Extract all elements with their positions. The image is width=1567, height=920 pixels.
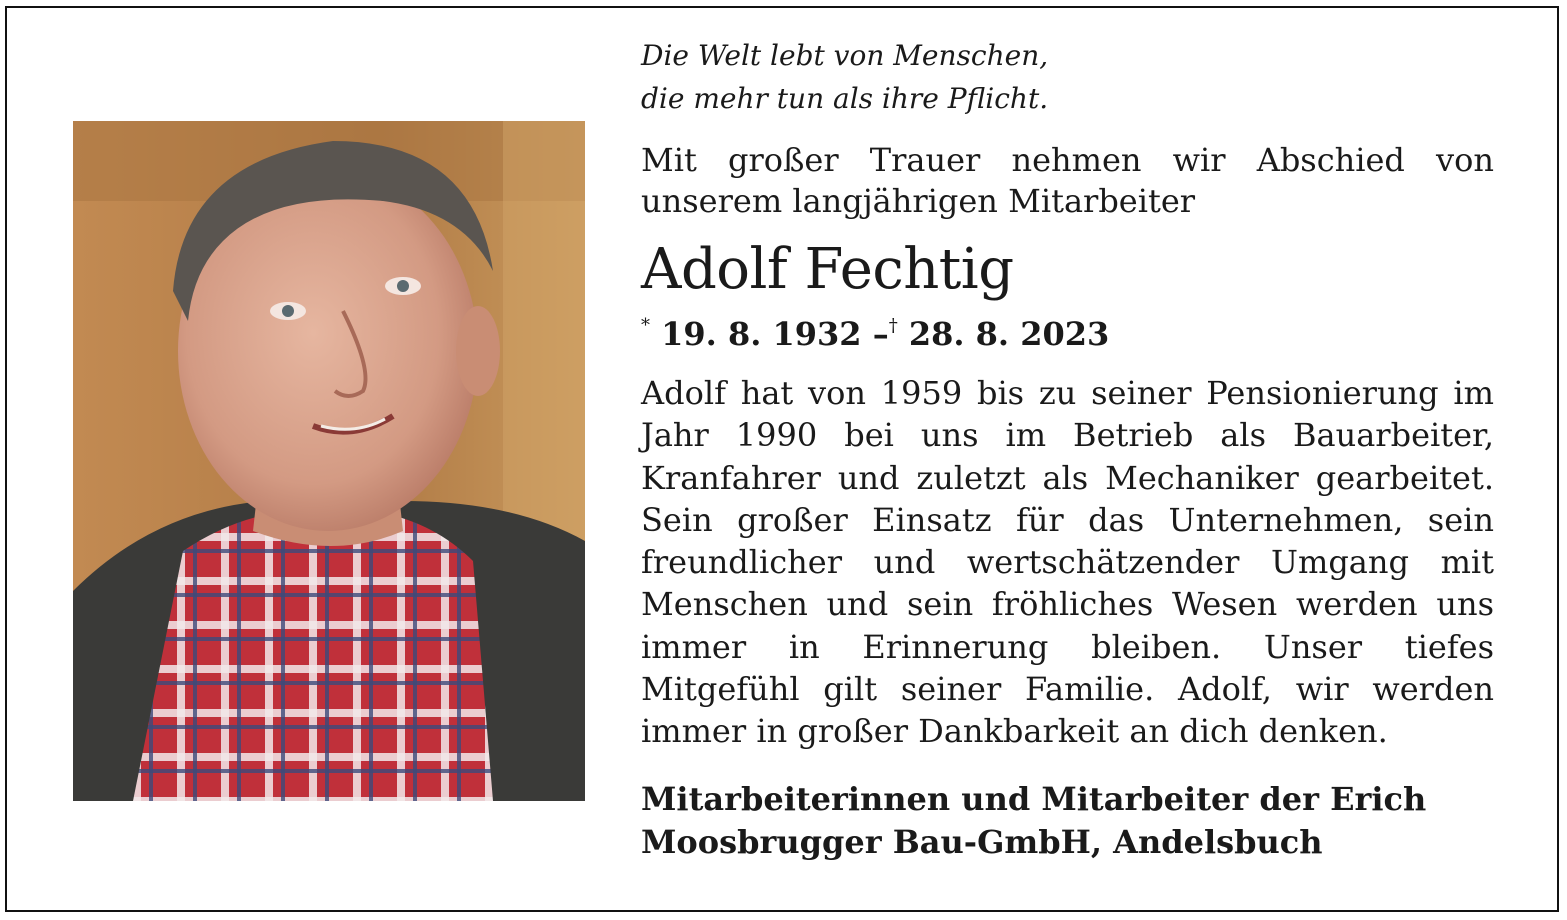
motto-line-1: Die Welt lebt von Menschen, [641,39,1049,72]
death-date: 28. 8. 2023 [908,315,1110,353]
death-symbol: † [888,315,898,336]
signature-line-2: Moosbrugger Bau-GmbH, Andelsbuch [641,822,1323,861]
birth-date: 19. 8. 1932 [661,315,862,353]
portrait-photo [73,121,585,801]
signature [641,778,1494,864]
obituary-text [641,34,1494,864]
signature-line-1: Mitarbeiterinnen und Mitarbeiter der Erich [641,779,1427,818]
birth-symbol: * [641,315,650,336]
motto-line-2: die mehr tun als ihre Pflicht. [641,82,1049,115]
life-dates [641,306,1494,354]
deceased-name: Adolf Fechtig [641,237,1014,302]
motto-quote [641,34,1494,120]
date-separator: – [872,315,889,353]
intro-text: Mit großer Trauer nehmen wir Abschied von unserem langjährigen Mitarbeiter [641,141,1494,220]
tribute-text: Adolf hat von 1959 bis zu seiner Pensionierung im Jahr 1990 bei uns im Betrieb als Bauarbeiter, Kranfahrer und zuletzt als Mechaniker gearbeitet. Sein großer Einsatz für das Unternehmen, sein freundlicher und wertschätzender Umgang mit Menschen und sein fröhliches Wesen werden uns immer in Erinnerung bleiben. Unser tiefes Mitgefühl gilt seiner Familie. Adolf, wir werden immer in großer Dankbarkeit an dich denken. [641,374,1494,751]
